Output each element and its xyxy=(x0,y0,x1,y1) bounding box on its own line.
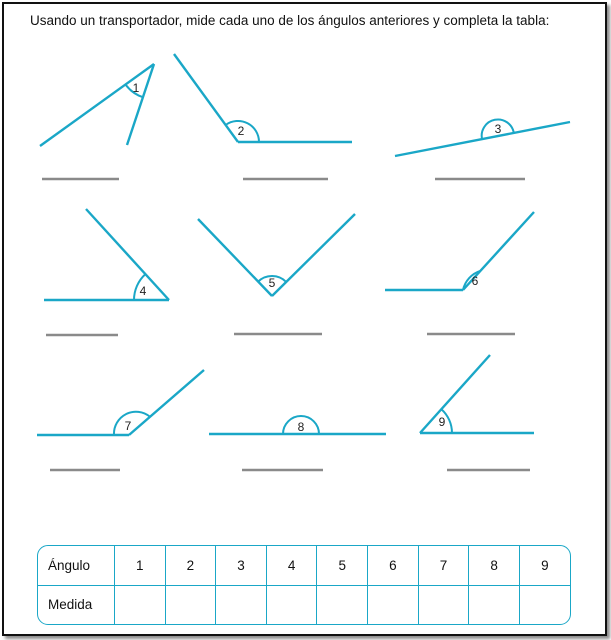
angle-5-label: 5 xyxy=(268,276,276,290)
table-cell-number: 5 xyxy=(317,546,368,585)
table-row-angle xyxy=(38,546,570,585)
angle-6-label: 6 xyxy=(471,274,479,288)
angle-9 xyxy=(420,355,534,433)
table-cell-measure[interactable] xyxy=(216,585,267,624)
table-cell-measure[interactable] xyxy=(165,585,216,624)
table-header-measure: Medida xyxy=(38,585,115,624)
table-cell-number: 8 xyxy=(469,546,520,585)
angle-3-label: 3 xyxy=(494,122,502,136)
angle-3 xyxy=(395,119,570,156)
table-cell-number: 2 xyxy=(165,546,216,585)
table-cell-measure[interactable] xyxy=(519,585,570,624)
angle-6 xyxy=(385,212,534,290)
table-row-measure xyxy=(38,585,570,624)
table-cell-measure[interactable] xyxy=(368,585,419,624)
table-cell-number: 3 xyxy=(216,546,267,585)
measure-table xyxy=(37,545,571,625)
table-cell-measure[interactable] xyxy=(418,585,469,624)
table-header-angle: Ángulo xyxy=(38,546,115,585)
table-cell-number: 4 xyxy=(266,546,317,585)
table-cell-number: 9 xyxy=(519,546,570,585)
angle-5 xyxy=(198,214,355,296)
angle-8 xyxy=(209,416,386,434)
angle-4 xyxy=(44,209,169,300)
angle-1 xyxy=(40,64,154,146)
angle-2-label: 2 xyxy=(237,124,245,138)
angle-4-label: 4 xyxy=(139,284,147,298)
angle-1-label: 1 xyxy=(132,81,140,95)
table-cell-measure[interactable] xyxy=(266,585,317,624)
instruction-text: Usando un transportador, mide cada uno de los ángulos anteriores y completa la tabla: xyxy=(30,13,550,28)
angle-7-label: 7 xyxy=(124,419,132,433)
angle-2 xyxy=(174,54,352,142)
table-cell-number: 6 xyxy=(368,546,419,585)
table-cell-measure[interactable] xyxy=(115,585,166,624)
table-cell-measure[interactable] xyxy=(317,585,368,624)
angle-8-label: 8 xyxy=(297,420,305,434)
table-cell-measure[interactable] xyxy=(469,585,520,624)
angle-7 xyxy=(37,370,204,435)
table-cell-number: 7 xyxy=(418,546,469,585)
table-cell-number: 1 xyxy=(115,546,166,585)
angle-9-label: 9 xyxy=(438,415,446,429)
